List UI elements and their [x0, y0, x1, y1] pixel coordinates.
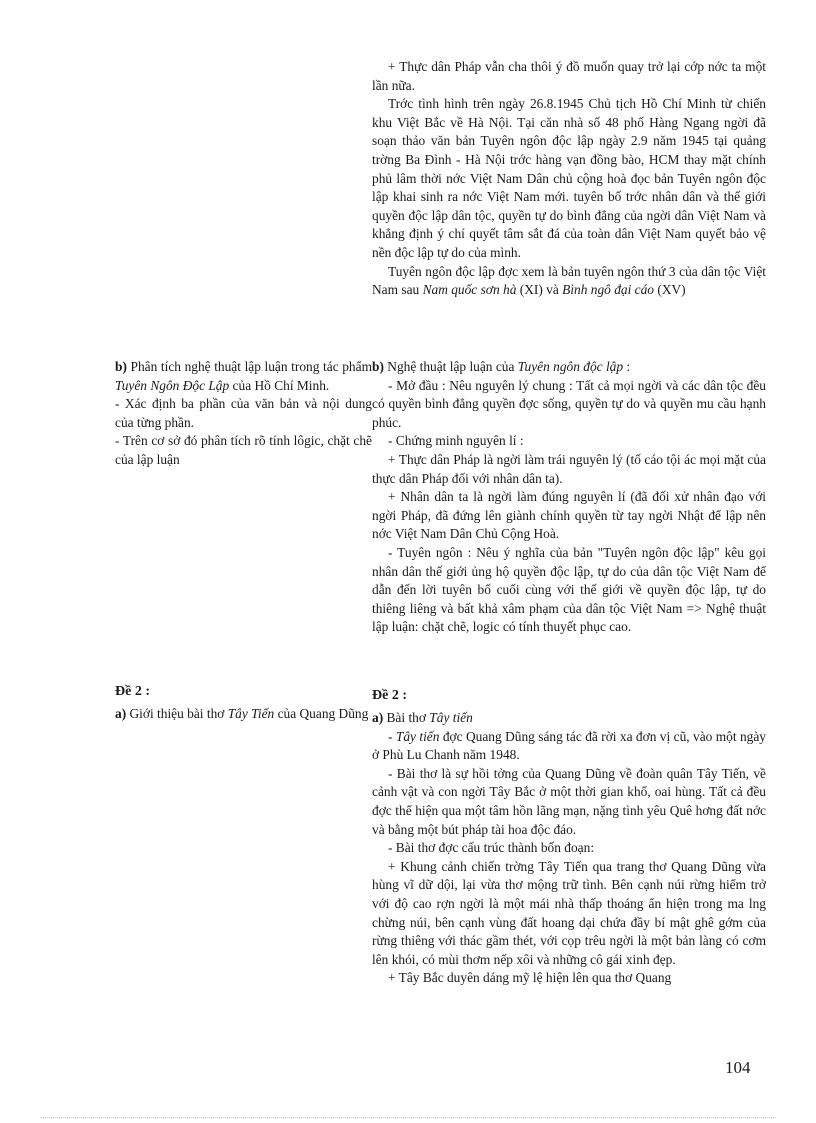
right-de2	[372, 687, 766, 988]
answer-b-paragraph: - Chứng minh nguyên lí :	[388, 433, 524, 449]
de2-heading-left: Đề 2 :	[115, 684, 150, 699]
answer-b-paragraph: + Thực dân Pháp là ngời làm trái nguyên lý (tố cáo tội ác mọi mặt của thực dân Pháp đối với nhân dân ta).	[372, 451, 766, 486]
de2-answer-paragraph: - Bài thơ đợc cấu trúc thành bốn đoạn:	[388, 840, 595, 856]
de2-answer-intro: a) Bài thơ Tây tiến	[372, 710, 473, 725]
de2-answer-paragraph: + Khung cảnh chiến trờng Tây Tiến qua trang thơ Quang Dũng vừa hùng vĩ dữ dội, lại vừa thơ mộng trữ tình. Bên cạnh núi rừng hiểm trở với độ cao rợn ngời là một mái nhà thấp thoáng ẩn hiện trong ma lng chừng núi, bên cạnh vùng đất hoang dại chứa đầy bí mật ghê gớm của rừng thiêng với thác gầm thét, với cọp trêu ngời là một bản làng có cơm lên khói, có mùi thơm nếp xôi và những cô gái xinh đẹp.	[372, 858, 766, 967]
question-b-title: b) Phân tích nghệ thuật lập luận trong tác phẩm Tuyên Ngôn Độc Lập của Hồ Chí Minh.	[115, 359, 372, 393]
footer-divider	[40, 1117, 776, 1118]
de2-answer-paragraph: - Tây tiến đợc Quang Dũng sáng tác đã rời xa đơn vị cũ, vào một ngày ở Phù Lu Chanh năm 1948.	[372, 728, 767, 763]
answer-b-paragraph: - Tuyên ngôn : Nêu ý nghĩa của bản "Tuyên ngôn độc lập" kêu gọi nhân dân thế giới ủng hộ quyền độc lập, tự do của dân tộc Việt Nam để dẫn đến lời tuyên bố cuối cùng với thế giới về quyền độc lập, tự do thiêng liêng và bất khả xâm phạm của dân tộc Việt Nam => Nghệ thuật lập luận: chặt chẽ, logic có tính thuyết phục cao.	[372, 544, 766, 635]
paragraph-third-declaration: Tuyên ngôn độc lập đợc xem là bản tuyên ngôn thứ 3 của dân tộc Việt Nam sau Nam quốc sơn hà (XI) và Bình ngô đại cáo (XV)	[372, 263, 766, 298]
page-number: 104	[725, 1058, 751, 1077]
de2-question-a: a) Giới thiệu bài thơ Tây Tiến của Quang Dũng	[115, 706, 369, 721]
paragraph-colonial-return: + Thực dân Pháp vẫn cha thôi ý đồ muốn quay trở lại cớp nớc ta một lần nữa.	[372, 59, 766, 93]
answer-b-intro: b) Nghệ thuật lập luận của Tuyên ngôn độc lập :	[372, 359, 631, 374]
question-b-item: - Xác định ba phần của văn bản và nội dung của từng phần.	[115, 396, 372, 430]
answer-b-paragraph: - Mở đầu : Nêu nguyên lý chung : Tất cả mọi ngời và các dân tộc đều có quyền bình đẳng quyền đợc sống, quyền tự do và quyền mu cầu hạnh phúc.	[372, 377, 766, 430]
question-b-item: - Trên cơ sở đó phân tích rõ tính lôgic, chặt chẽ của lập luận	[115, 433, 372, 467]
left-question-b	[115, 358, 372, 470]
de2-heading-right: Đề 2 :	[372, 688, 407, 703]
de2-answer-paragraph: - Bài thơ là sự hồi tởng của Quang Dũng về đoàn quân Tây Tiến, về cảnh vật và con ngời Tây Bắc ở một thời gian khổ, oai hùng. Tất cả đều đợc thể hiện qua một tâm hồn lãng mạn, nặng tình yêu Quê hơng đất nớc và bằng một bút pháp tài hoa độc đáo.	[372, 765, 766, 837]
right-column-top	[372, 58, 766, 300]
paragraph-declaration-history: Trớc tình hình trên ngày 26.8.1945 Chủ tịch Hồ Chí Minh từ chiến khu Việt Bắc về Hà Nội. Tại căn nhà số 48 phố Hàng Ngang ngời đã soạn thảo văn bản Tuyên ngôn độc lập ngày 2.9 năm 1945 tại quảng trờng Ba Đình - Hà Nội trớc hàng vạn đồng bào, HCM thay mặt chính phủ lâm thời nớc Việt Nam Dân chủ cộng hoà đọc bản Tuyên ngôn độc lập khai sinh ra nớc Việt Nam mới. tuyên bố trớc nhân dân và thế giới quyền độc lập dân tộc, quyền tự do bình đẳng của ngời dân Việt Nam và khẳng định ý chí quyết tâm sắt đá của toàn dân Việt Nam quyết bảo vệ nền độc lập tự do của mình.	[372, 96, 766, 260]
answer-b-paragraph: + Nhân dân ta là ngời làm đúng nguyên lí (đã đối xử nhân đạo với ngời Pháp, đã đứng lên giành chính quyền từ tay ngời Nhật để lập nên nớc Việt Nam Dân Chủ Cộng Hoà.	[372, 489, 766, 542]
right-answer-b	[372, 358, 766, 637]
left-de2	[115, 683, 372, 724]
de2-answer-paragraph: + Tây Bắc duyên dáng mỹ lệ hiện lên qua thơ Quang	[388, 970, 672, 986]
